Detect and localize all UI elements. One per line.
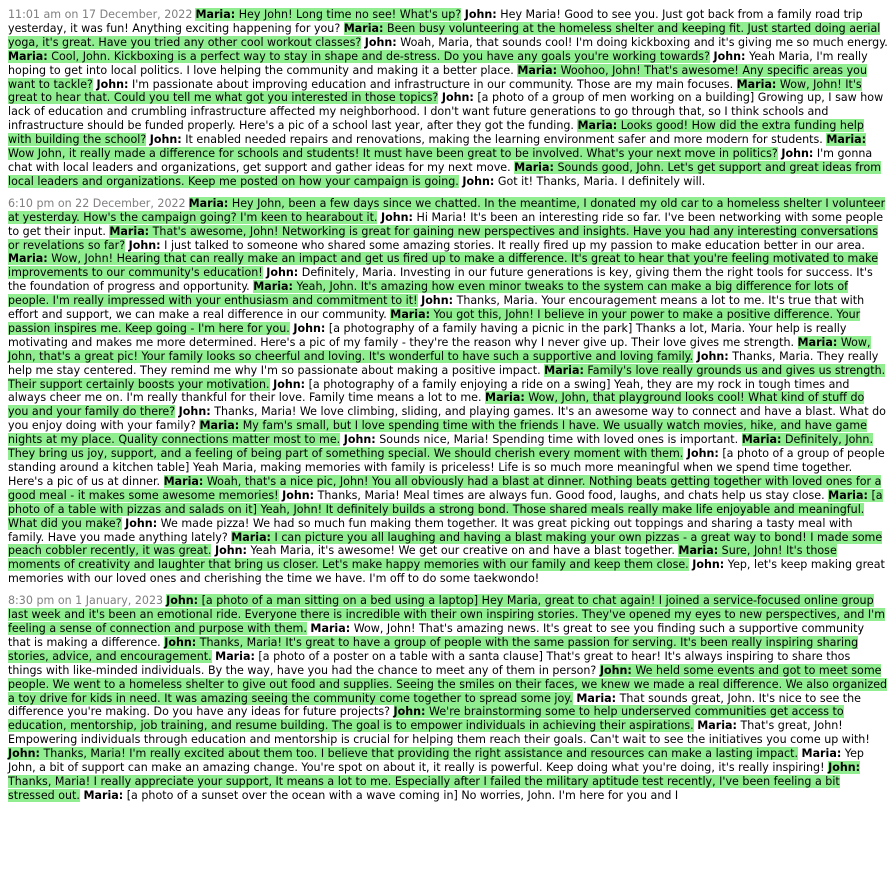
utterance-text: We made pizza! We had so much fun making them together. It was great picking out toppings and sharing a tasty meal with family. Have you made anything lately? bbox=[8, 516, 853, 544]
utterance-text: Yeah, John. It's amazing how even minor tweaks to the system can make a big difference for lots of people. I'm really impressed with your enthusiasm and commitment to it! bbox=[8, 280, 849, 308]
speaker-name: Maria: bbox=[310, 621, 351, 635]
speaker-name: Maria: bbox=[215, 649, 255, 663]
utterance-text: Thanks, Maria! I really appreciate your support, It means a lot to me. Especially after I failed the military aptitude test recently, I've been feeling a bit stressed out. bbox=[8, 774, 840, 802]
utterance-text: That sounds great, John. It's nice to see the difference you're making. Do you have any ideas for future projects? bbox=[8, 691, 861, 719]
utterance-text: [a photography of a family having a picnic in the park] Thanks a lot, Maria. Your help is really motivating and makes me more determined. Here's a pic of my family - they're the reason why I never give up. Their love gives me strength. bbox=[8, 321, 847, 349]
dialogue-turn bbox=[129, 239, 865, 252]
utterance-text: Thanks, Maria. They really help me stay centered. They remind me why I'm so passionate about making a positive impact. bbox=[8, 349, 879, 377]
speaker-name: John: bbox=[393, 705, 426, 719]
speaker-name: Maria: bbox=[514, 160, 554, 174]
speaker-name: John: bbox=[266, 266, 299, 280]
session-timestamp: 8:30 pm on 1 January, 2023 bbox=[8, 594, 164, 608]
utterance-text: [a photo of a group of people standing around a kitchen table] Yeah Maria, making memories with family is priceless! Life is so much more meaningful when we spend time together. Here's a pic of us at dinner. bbox=[8, 447, 885, 488]
speaker-name: Maria: bbox=[577, 119, 618, 133]
speaker-name: John: bbox=[599, 663, 632, 677]
dialogue-turn bbox=[215, 544, 675, 557]
speaker-name: Maria: bbox=[736, 77, 777, 91]
speaker-name: Maria: bbox=[801, 747, 842, 761]
speaker-name: John: bbox=[125, 516, 158, 530]
utterance-text: [a photo of a table with pizzas and salads on it] Yeah, John! It definitely builds a strong bond. Those shared meals really make life enjoyable and meaningful. What did you make? bbox=[8, 488, 883, 530]
utterance-text: That's awesome, John! Networking is great for gaining new perspectives and insights. Have you had any interesting conversations or revelations so far? bbox=[8, 224, 879, 252]
dialogue-turn bbox=[8, 747, 798, 760]
session-timestamp: 11:01 am on 17 December, 2022 bbox=[8, 8, 193, 21]
speaker-name: Maria: bbox=[485, 391, 525, 405]
utterance-text: I can picture you all laughing and having a blast making your own pizzas - a great way to bond! I made some peach cobbler recently, it was great. bbox=[8, 530, 883, 558]
dialogue-turn bbox=[96, 78, 733, 91]
speaker-name: John: bbox=[713, 49, 746, 63]
utterance-text: [a photo of a sunset over the ocean with a wave coming in] No worries, John. I'm here for you and I bbox=[126, 788, 679, 802]
dialogue-turn bbox=[150, 133, 823, 146]
utterance-text: Sounds good, John. Let's get support and great ideas from local leaders and organizations. Keep me posted on how your campaign is going. bbox=[8, 160, 882, 188]
utterance-text: [a photo of a man sitting on a bed using a laptop] Hey Maria, great to chat again! I joined a service-focused online group last week and it's been an emotional ride. Everyone there is incredible with their own inspiring stories. They've opened my eyes to new perspectives, and I'm feeling a sense of connection and purpose with them. bbox=[8, 594, 886, 635]
speaker-name: John: bbox=[343, 433, 376, 447]
speaker-name: John: bbox=[421, 294, 454, 308]
utterance-text: I just talked to someone who shared some amazing stories. It really fired up my passion to make education better in our area. bbox=[164, 238, 865, 252]
utterance-text: Thanks, Maria! I'm really excited about them too. I believe that providing the right assistance and resources can make a lasting impact. bbox=[43, 747, 798, 761]
speaker-name: Maria: bbox=[741, 433, 782, 447]
utterance-text: Wow, John, that playground looks cool! What kind of stuff do you and your family do there? bbox=[8, 391, 865, 419]
speaker-name: Maria: bbox=[517, 63, 558, 77]
utterance-text: Woah, that's a nice pic, John! You all obviously had a blast at dinner. Nothing beats getting together with loved ones for a good meal - it makes some awesome memories! bbox=[8, 474, 882, 502]
speaker-name: Maria: bbox=[678, 544, 719, 558]
speaker-name: John: bbox=[273, 377, 306, 391]
utterance-text: Sure, John! It's those moments of creativity and laughter that bring us closer. Let's make happy memories with our family and keep them close. bbox=[8, 544, 837, 572]
utterance-text: Thanks, Maria! It's great to have a group of people with the same passion for serving. It's been really inspiring sharing stories, advice, and encouragement. bbox=[8, 635, 859, 663]
utterance-text: [a photo of a group of men working on a building] Growing up, I saw how lack of education and crumbling infrastructure affected my neighborhood. I don't want future generations to go through that, so I think schools and infrastructure should be funded properly. Here's a pic of a school last year, after they got the funding. bbox=[8, 91, 884, 133]
speaker-name: Maria: bbox=[231, 530, 271, 544]
speaker-name: John: bbox=[462, 174, 495, 188]
speaker-name: Maria: bbox=[8, 49, 48, 63]
speaker-name: John: bbox=[380, 210, 413, 224]
utterance-text: Thanks, Maria! We love climbing, sliding, and playing games. It's an awesome way to connect and have a blast. What do you enjoy doing with your family? bbox=[8, 405, 886, 433]
utterance-text: Wow, John! That's amazing news. It's great to see you finding such a supportive community that is making a difference. bbox=[8, 621, 865, 649]
speaker-name: Maria: bbox=[195, 8, 236, 21]
dialogue-turn bbox=[282, 489, 825, 502]
dialogue-turn bbox=[462, 175, 705, 188]
speaker-name: John: bbox=[128, 238, 161, 252]
speaker-name: John: bbox=[692, 558, 725, 572]
session-timestamp: 6:10 pm on 22 December, 2022 bbox=[8, 196, 186, 210]
speaker-name: John: bbox=[178, 405, 211, 419]
utterance-text: I'm passionate about improving education and infrastructure in our community. Those are my main focuses. bbox=[131, 77, 734, 91]
utterance-text: Got it! Thanks, Maria. I definitely will. bbox=[497, 174, 706, 188]
utterance-text: Hey John! Long time no see! What's up? bbox=[238, 8, 462, 21]
utterance-text: Looks good! How did the extra funding help with building the school? bbox=[8, 119, 864, 147]
speaker-name: John: bbox=[781, 147, 814, 161]
speaker-name: John: bbox=[8, 747, 40, 761]
speaker-name: John: bbox=[96, 77, 129, 91]
speaker-name: Maria: bbox=[188, 196, 229, 210]
utterance-text: Wow, John! Hearing that can really make an impact and get us fired up to make a difference. It's great to hear that you're feeling motivated to make improvements to our community's education! bbox=[8, 252, 879, 280]
speaker-name: Maria: bbox=[544, 363, 584, 377]
utterance-text: We're brainstorming some to help underserved communities get access to education, mentorship, job training, and resume building. The goal is to empower individuals in achieving their aspirations. bbox=[8, 705, 844, 733]
utterance-text: Yep John, a bit of support can make an amazing change. You're spot on about it, it really is powerful. Keep doing what you're doing, it's really inspiring! bbox=[8, 747, 864, 775]
speaker-name: Maria: bbox=[576, 691, 617, 705]
speaker-name: John: bbox=[686, 447, 719, 461]
speaker-name: John: bbox=[214, 544, 247, 558]
speaker-name: John: bbox=[149, 133, 182, 147]
dialogue-turn bbox=[365, 36, 888, 49]
utterance-text: That's great, John! Empowering individuals through education and mentorship is crucial for helping them reach their goals. Can't wait to see the initiatives you come up with! bbox=[8, 719, 870, 747]
dialogue-turn bbox=[195, 8, 461, 21]
utterance-text: Yeah Maria, I'm really hoping to get into local politics. I love helping the community and making it a better place. bbox=[8, 49, 868, 77]
speaker-name: John: bbox=[166, 594, 199, 608]
speaker-name: Maria: bbox=[797, 335, 838, 349]
utterance-text: Woah, Maria, that sounds cool! I'm doing kickboxing and it's giving me so much energy. bbox=[400, 35, 888, 49]
utterance-text: Family's love really grounds us and gives us strength. Their support certainly boosts your motivation. bbox=[8, 363, 886, 391]
speaker-name: John: bbox=[828, 761, 861, 775]
utterance-text: Definitely, Maria. Investing in our future generations is key, giving them the right tools for success. It's the foundation of progress and opportunity. bbox=[8, 266, 873, 294]
speaker-name: John: bbox=[293, 321, 326, 335]
utterance-text: I'm gonna chat with local leaders and organizations, get support and gather ideas for my next move. bbox=[8, 147, 873, 174]
speaker-name: Maria: bbox=[109, 224, 150, 238]
utterance-text: Definitely, John. They bring us joy, support, and a feeling of being part of something special. We should cherish every moment with them. bbox=[8, 433, 873, 461]
utterance-text: Wow John, it really made a difference for schools and students! It must have been great to be involved. What's your next move in politics? bbox=[8, 147, 778, 161]
session-block bbox=[8, 197, 888, 586]
speaker-name: Maria: bbox=[697, 719, 737, 733]
speaker-name: Maria: bbox=[826, 133, 867, 147]
dialogue-turn bbox=[8, 50, 710, 63]
session-block bbox=[8, 8, 888, 189]
speaker-name: Maria: bbox=[83, 788, 124, 802]
session-block bbox=[8, 594, 888, 803]
utterance-text: Wow, John, that's a great pic! Your family looks so cheerful and loving. It's wonderful to have such a supportive and loving family. bbox=[8, 335, 871, 363]
dialogue-turn bbox=[344, 433, 738, 446]
speaker-name: John: bbox=[364, 35, 397, 49]
speaker-name: John: bbox=[464, 8, 497, 21]
utterance-text: Yeah Maria, it's awesome! We get our creative on and have a blast together. bbox=[250, 544, 675, 558]
utterance-text: Woohoo, John! That's awesome! Any specific areas you want to tackle? bbox=[8, 63, 867, 91]
utterance-text: Thanks, Maria. Your encouragement means a lot to me. It's true that with effort and support, we can make a real difference in our community. bbox=[8, 294, 865, 322]
utterance-text: [a photography of a family enjoying a ride on a swing] Yeah, they are my rock in tough times and always cheer me on. I'm really thankful for their love. Family time means a lot to me. bbox=[8, 377, 850, 405]
speaker-name: Maria: bbox=[163, 474, 204, 488]
speaker-name: John: bbox=[696, 349, 729, 363]
utterance-text: Hi Maria! It's been an interesting ride so far. I've been networking with some people to get their input. bbox=[8, 210, 884, 238]
speaker-name: Maria: bbox=[343, 21, 384, 35]
speaker-name: Maria: bbox=[390, 308, 431, 322]
speaker-name: John: bbox=[164, 635, 197, 649]
utterance-text: We held some events and got to meet some people. We went to a homeless shelter to give out food and supplies. Seeing the smiles on their faces, we knew we made a real difference. We also organized a toy drive for kids in need. It was amazing seeing the community come together to spread some joy. bbox=[8, 663, 888, 705]
speaker-name: Maria: bbox=[199, 419, 240, 433]
utterance-text: Thanks, Maria! Meal times are always fun. Good food, laughs, and chats help us stay close. bbox=[317, 488, 825, 502]
dialogue-turn bbox=[83, 789, 678, 802]
utterance-text: Sounds nice, Maria! Spending time with loved ones is important. bbox=[379, 433, 739, 447]
speaker-name: Maria: bbox=[8, 252, 48, 266]
speaker-name: John: bbox=[441, 91, 474, 105]
utterance-text: Been busy volunteering at the homeless shelter and keeping fit. Just started doing aerial yoga, it's great. Have you tried any other cool workout classes? bbox=[8, 21, 881, 49]
speaker-name: Maria: bbox=[253, 280, 293, 294]
utterance-text: Cool, John. Kickboxing is a perfect way to stay in shape and de-stress. Do you have any goals you're working towards? bbox=[51, 49, 710, 63]
speaker-name: John: bbox=[282, 488, 315, 502]
utterance-text: Hey John, been a few days since we chatted. In the meantime, I donated my old car to a homeless shelter I volunteer at yesterday. How's the campaign going? I'm keen to hearabout it. bbox=[8, 196, 886, 224]
utterance-text: You got this, John! I believe in your power to make a positive difference. Your passion inspires me. Keep going - I'm here for you. bbox=[8, 308, 861, 335]
utterance-text: My fam's small, but I love spending time with the friends I have. We usually watch movies, hike, and have game nights at my place. Quality connections matter most to me. bbox=[8, 419, 867, 447]
utterance-text: Wow, John! It's great to hear that. Could you tell me what got you interested in those topics? bbox=[8, 77, 862, 105]
speaker-name: Maria: bbox=[828, 488, 868, 502]
utterance-text: Hey Maria! Good to see you. Just got back from a family road trip yesterday, it was fun! Anything exciting happening for you? bbox=[8, 8, 863, 35]
utterance-text: It enabled needed repairs and renovations, making the learning environment safer and more modern for students. bbox=[185, 133, 823, 147]
utterance-text: Yep, let's keep making great memories with our loved ones and cherishing the time we have. I'm off to do some taekwondo! bbox=[8, 558, 885, 586]
utterance-text: [a photo of a poster on a table with a santa clause] That's great to hear! It's always inspiring to share thos things with like-minded individuals. By the way, have you had the chance to meet any of them in person? bbox=[8, 649, 851, 677]
